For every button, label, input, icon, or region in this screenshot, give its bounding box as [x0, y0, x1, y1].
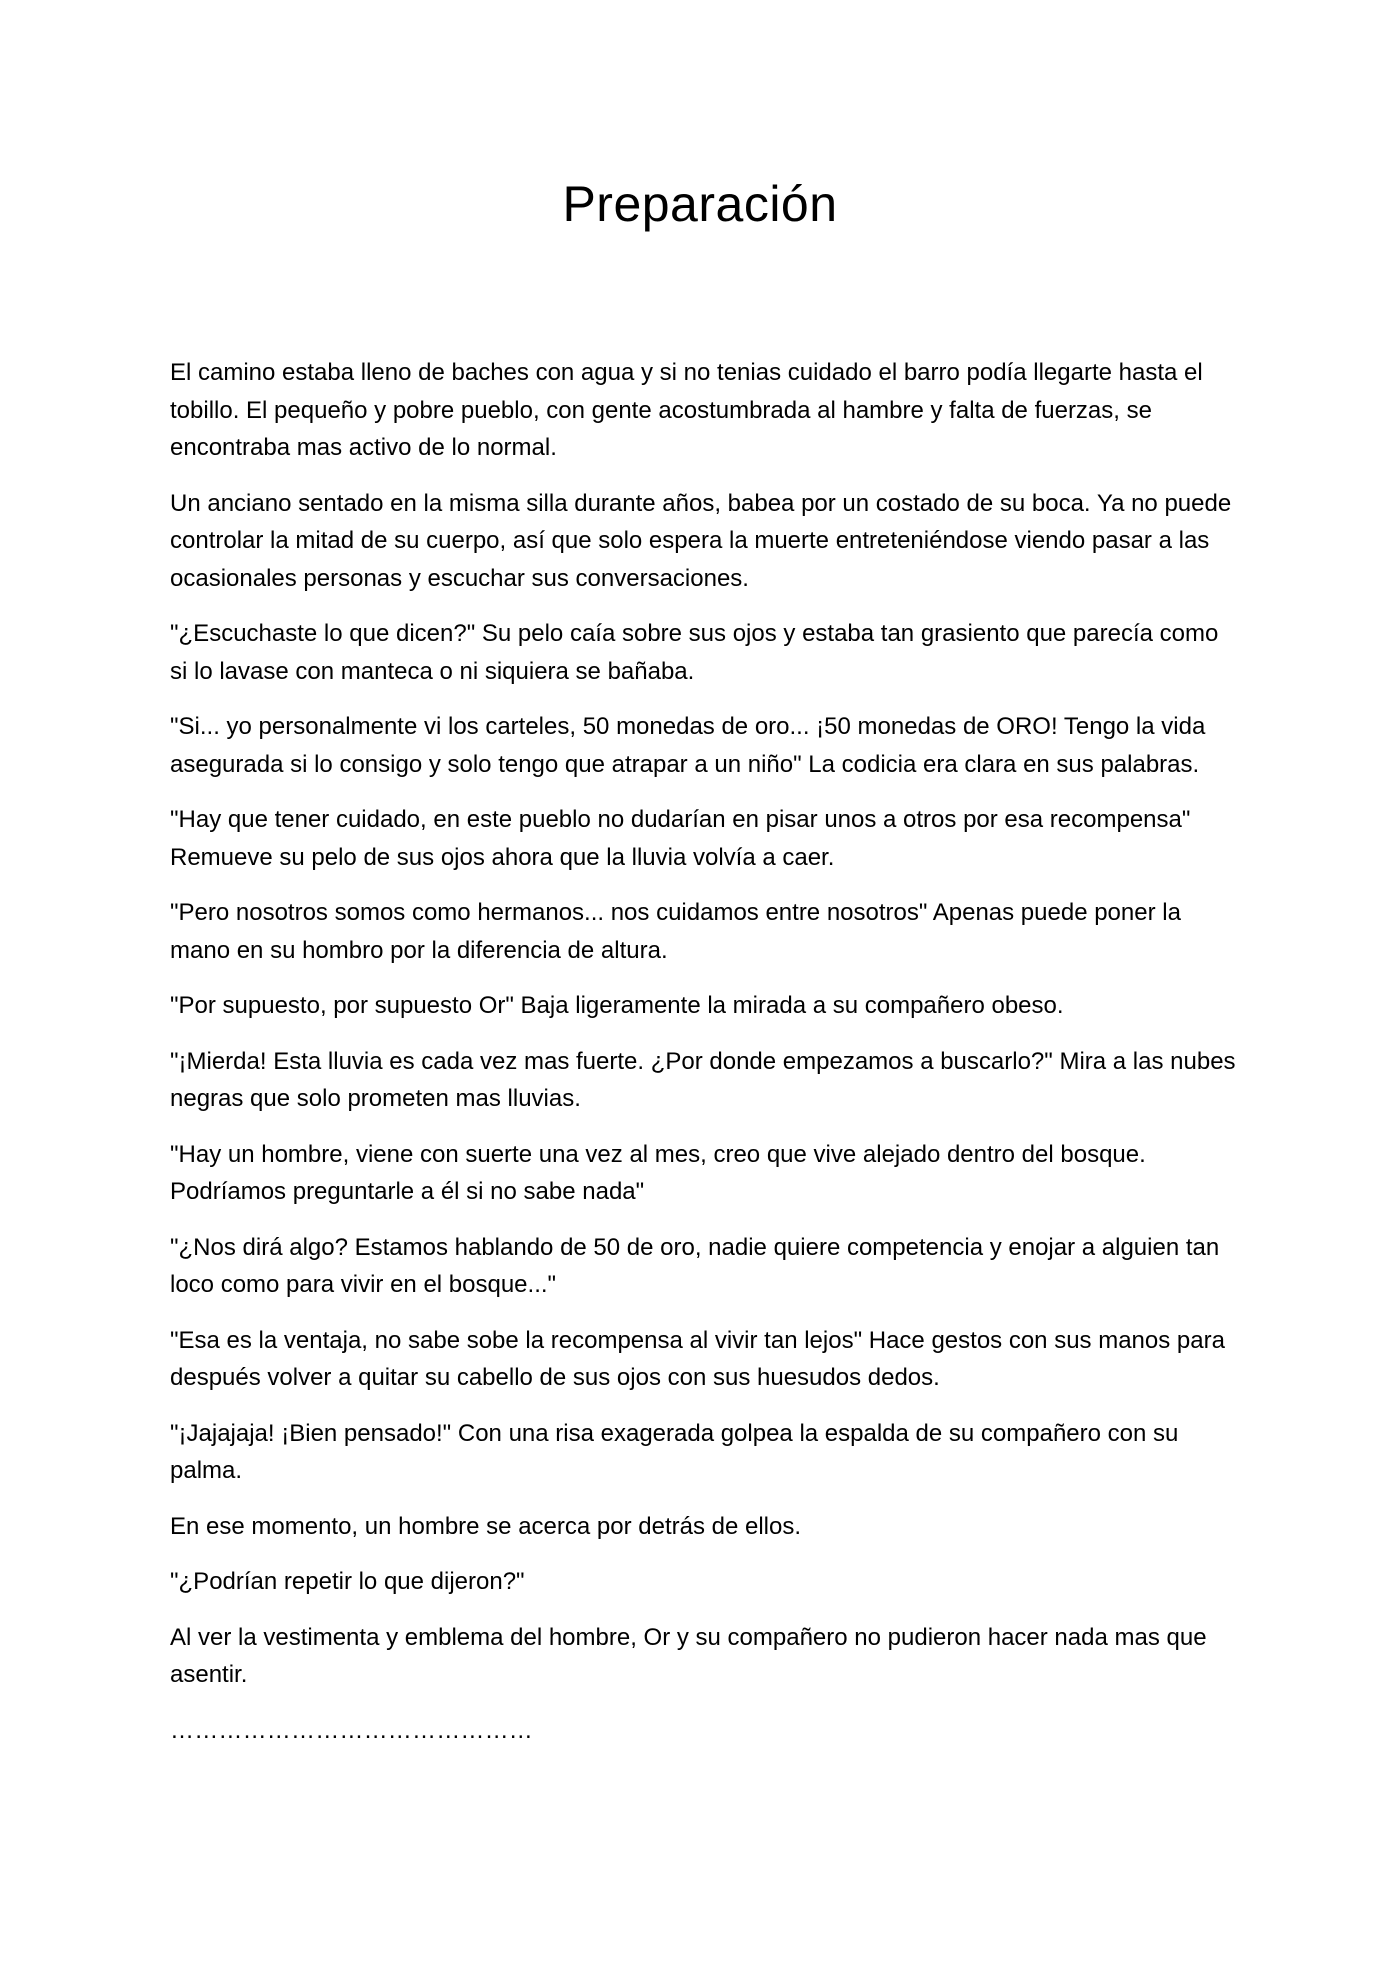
- paragraph: "Por supuesto, por supuesto Or" Baja ligeramente la mirada a su compañero obeso.: [170, 992, 1064, 1019]
- page-title: Preparación: [562, 176, 838, 232]
- section-divider: ………………………………………: [170, 1716, 533, 1744]
- paragraph: "¿Podrían repetir lo que dijeron?": [170, 1568, 525, 1595]
- paragraph: "Hay que tener cuidado, en este pueblo no dudarían en pisar unos a otros por esa recompensa" Remueve su pelo de sus ojos ahora que la lluvia volvía a caer.: [170, 806, 1191, 871]
- paragraph: "Pero nosotros somos como hermanos... nos cuidamos entre nosotros" Apenas puede poner la mano en su hombro por la diferencia de altura.: [170, 899, 1181, 964]
- paragraph: "Si... yo personalmente vi los carteles, 50 monedas de oro... ¡50 monedas de ORO! Tengo la vida asegurada si lo consigo y solo tengo que atrapar a un niño" La codicia era clara en sus palabras.: [170, 713, 1206, 778]
- paragraph: "¡Mierda! Esta lluvia es cada vez mas fuerte. ¿Por donde empezamos a buscarlo?" Mira a las nubes negras que solo prometen mas lluvias.: [170, 1047, 1236, 1112]
- paragraph: "Esa es la ventaja, no sabe sobe la recompensa al vivir tan lejos" Hace gestos con sus manos para después volver a quitar su cabello de sus ojos con sus huesudos dedos.: [170, 1326, 1225, 1391]
- paragraph: En ese momento, un hombre se acerca por detrás de ellos.: [170, 1512, 802, 1540]
- paragraph: "Hay un hombre, viene con suerte una vez al mes, creo que vive alejado dentro del bosque. Podríamos preguntarle a él si no sabe nada": [170, 1140, 1146, 1205]
- paragraph: Un anciano sentado en la misma silla durante años, babea por un costado de su boca. Ya no puede controlar la mitad de su cuerpo, así que solo espera la muerte entreteniéndose viendo pasar a las ocasionales personas y escuchar sus conversaciones.: [170, 489, 1232, 592]
- paragraph: "¡Jajajaja! ¡Bien pensado!" Con una risa exagerada golpea la espalda de su compañero con su palma.: [170, 1419, 1179, 1484]
- document-body: [170, 354, 1240, 1749]
- paragraph: "¿Nos dirá algo? Estamos hablando de 50 de oro, nadie quiere competencia y enojar a alguien tan loco como para vivir en el bosque...": [170, 1233, 1220, 1298]
- paragraph: "¿Escuchaste lo que dicen?" Su pelo caía sobre sus ojos y estaba tan grasiento que parecía como si lo lavase con manteca o ni siquiera se bañaba.: [170, 620, 1219, 685]
- paragraph: Al ver la vestimenta y emblema del hombre, Or y su compañero no pudieron hacer nada mas que asentir.: [170, 1623, 1207, 1688]
- paragraph: El camino estaba lleno de baches con agua y si no tenias cuidado el barro podía llegarte hasta el tobillo. El pequeño y pobre pueblo, con gente acostumbrada al hambre y falta de fuerzas, se encontraba mas activo de lo normal.: [170, 359, 1203, 461]
